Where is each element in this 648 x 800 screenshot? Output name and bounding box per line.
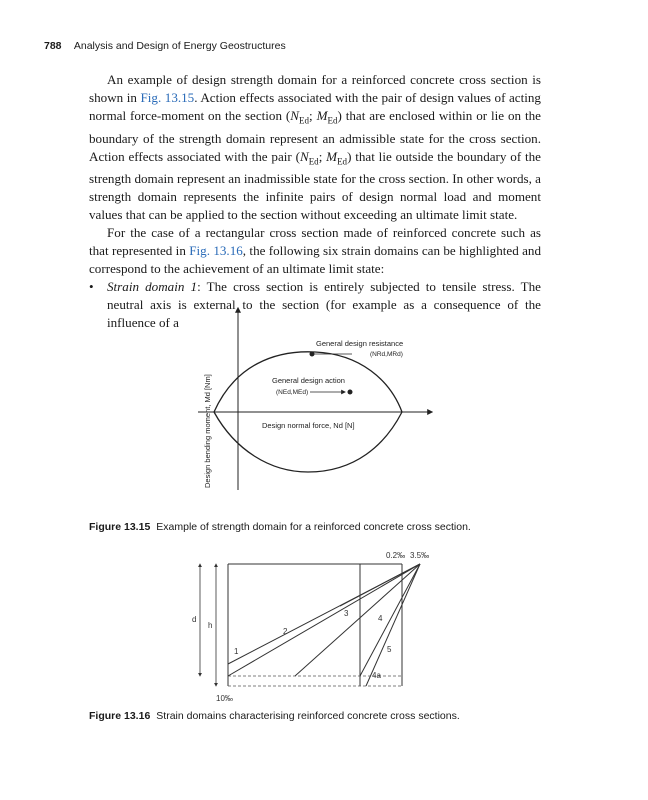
figure-link-13-15[interactable]: Fig. 13.15 bbox=[140, 90, 195, 105]
figure-13-15 bbox=[190, 300, 440, 500]
domain-label-1: 1 bbox=[234, 647, 239, 656]
action-point bbox=[348, 390, 353, 395]
resistance-label: General design resistance bbox=[316, 339, 404, 348]
domain-3-line bbox=[295, 564, 420, 676]
caption-label: Figure 13.16 bbox=[89, 710, 151, 722]
domain-label-3: 3 bbox=[344, 609, 349, 618]
bullet-marker: • bbox=[89, 279, 94, 295]
bullet-term: Strain domain 1 bbox=[107, 279, 198, 295]
domain-label-2: 2 bbox=[283, 627, 288, 636]
domain-5-line bbox=[366, 564, 420, 686]
action-label: General design action bbox=[272, 376, 345, 385]
domain-2-line bbox=[228, 564, 420, 676]
caption-text: Strain domains characterising reinforced concrete cross sections. bbox=[156, 710, 460, 722]
paragraph-2: For the case of a rectangular cross section made of reinforced concrete such as that represented in Fig. 13.16, the following six strain domains can be highlighted and correspond to the achievement of an ultimate limit state: bbox=[89, 225, 541, 277]
action-pair: (NEd,MEd) bbox=[276, 389, 309, 396]
label-35-permil: 3.5‰ bbox=[410, 551, 430, 560]
figure-13-16 bbox=[180, 546, 440, 708]
label-02-permil: 0.2‰ bbox=[386, 551, 406, 560]
resistance-pair: (NRd,MRd) bbox=[370, 351, 403, 358]
page-number: 788 bbox=[44, 40, 62, 52]
caption-label: Figure 13.15 bbox=[89, 521, 151, 533]
figure-link-13-16[interactable]: Fig. 13.16 bbox=[189, 243, 243, 259]
caption-text: Example of strength domain for a reinforced concrete cross section. bbox=[156, 521, 471, 533]
domain-label-4a: 4a bbox=[372, 671, 381, 680]
domain-label-5: 5 bbox=[387, 645, 392, 654]
running-title: Analysis and Design of Energy Geostructures bbox=[73, 40, 286, 52]
y-axis-label: Design bending moment, Md [Nm] bbox=[203, 374, 212, 488]
label-d: d bbox=[192, 615, 197, 624]
domain-4-line bbox=[360, 564, 420, 676]
label-h: h bbox=[208, 621, 213, 630]
bullet-strain-domain-1: • Strain domain 1: The cross section is entirely subjected to tensile stress. The neutral axis is external to the section (for example as a consequence of the influence of a bbox=[89, 279, 541, 331]
figure-13-16-caption bbox=[89, 710, 460, 722]
resistance-point bbox=[310, 352, 315, 357]
label-10-permil: 10‰ bbox=[216, 694, 233, 703]
figure-13-15-caption bbox=[89, 521, 471, 533]
running-header bbox=[44, 40, 286, 52]
domain-label-4: 4 bbox=[378, 614, 383, 623]
x-axis-label: Design normal force, Nd [N] bbox=[262, 421, 355, 430]
body-text bbox=[89, 71, 541, 332]
paragraph-1: An example of design strength domain for a reinforced concrete cross section is shown in Fig. 13.15. Action effects associated with the pair of design values of acting normal force-moment on the section ($N_{Ed}$; $M_{Ed}$) that are enclosed within or lie on the boundary of the strength domain represent an admissible state for the cross section. Action effects associated with the pair ($N_{Ed}$; $M_{Ed}$) that lie outside the boundary of the strength domain represent an inadmissible state for the cross section. In other words, a strength domain represents the infinite pairs of design normal load and moment values that can be applied to the section without exceeding an ultimate limit state. bbox=[89, 72, 541, 223]
